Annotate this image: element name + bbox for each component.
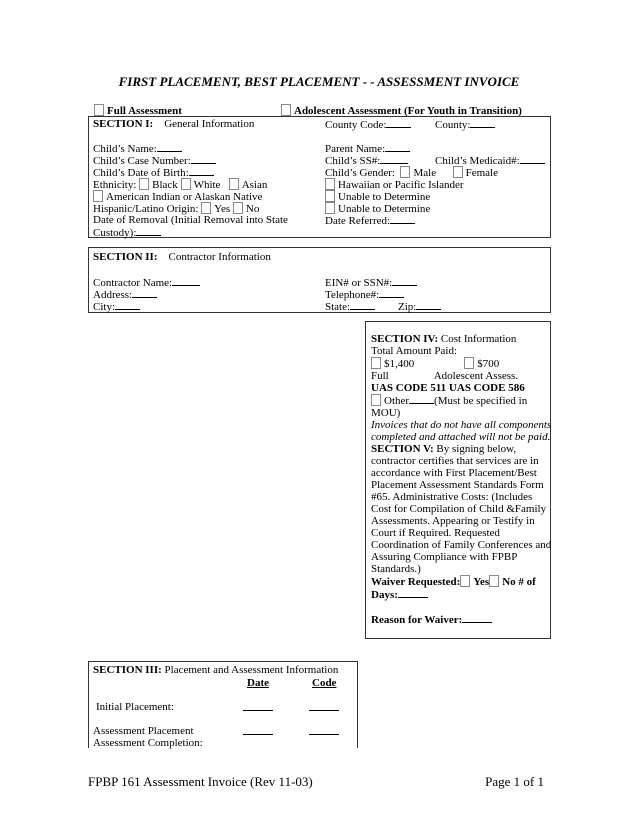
waiver-no-label: No # of <box>502 576 536 588</box>
dob-blank[interactable] <box>189 166 214 176</box>
date-referred-blank[interactable] <box>390 214 415 224</box>
contractor-name-label: Contractor Name: <box>93 277 173 289</box>
county-code-blank[interactable] <box>386 118 411 128</box>
american-indian-label: American Indian or Alaskan Native <box>106 191 263 203</box>
section-4-header <box>371 333 549 345</box>
hispanic-no-label: No <box>245 203 260 215</box>
male-checkbox[interactable] <box>400 166 410 178</box>
amount-700-checkbox[interactable] <box>464 357 474 369</box>
date-referred-label: Date Referred: <box>325 215 391 227</box>
assessment-placement-label: Assessment Placement <box>93 725 194 737</box>
spacer <box>371 601 549 613</box>
city-label: City: <box>93 301 116 313</box>
waiver-row <box>371 575 549 588</box>
case-number-label: Child’s Case Number: <box>93 155 191 167</box>
waiver-reason-label: Reason for Waiver: <box>371 614 463 626</box>
unable-determine-ethnicity-label: Unable to Determine <box>338 191 431 203</box>
section-5-line-5: Cost for Compilation of Child &Family <box>371 503 547 515</box>
assessment-completion-label: Assessment Completion: <box>93 737 203 749</box>
section-5-line-7: Court if Required. Requested <box>371 527 500 539</box>
white-label: White <box>193 179 221 191</box>
waiver-reason-blank[interactable] <box>462 613 492 623</box>
ein-blank[interactable] <box>392 276 417 286</box>
telephone-blank[interactable] <box>379 288 404 298</box>
footer-page-number: Page 1 of 1 <box>485 774 544 789</box>
zip-field[interactable] <box>398 300 441 313</box>
section-2-heading: SECTION II: <box>93 251 158 263</box>
county-blank[interactable] <box>470 118 495 128</box>
section-5-line-10: Standards.) <box>371 563 421 575</box>
initial-placement-label: Initial Placement: <box>96 701 174 713</box>
section-5-heading: SECTION V: <box>371 443 434 455</box>
full-label: Full <box>371 370 389 382</box>
section-5-line-4: #65. Administrative Costs: (Includes <box>371 491 533 503</box>
telephone-label: Telephone#: <box>325 289 380 301</box>
section-3-header <box>93 664 338 676</box>
waiver-label: Waiver Requested: <box>371 576 461 588</box>
invoice-note-line1: Invoices that do not have all components <box>371 419 552 431</box>
amount-1400-checkbox[interactable] <box>371 357 381 369</box>
county-code-label: County Code: <box>325 119 387 131</box>
male-label: Male <box>413 167 437 179</box>
other-note: (Must be specified in <box>434 395 528 407</box>
waiver-reason-field[interactable] <box>371 613 549 626</box>
section-5-line-0: By signing below, <box>436 443 517 455</box>
page-title: FIRST PLACEMENT, BEST PLACEMENT - - ASSESSMENT INVOICE <box>118 74 520 89</box>
section-5-line-6: Assessments. Appearing or Testify in <box>371 515 535 527</box>
adolescent-label: Adolescent Assess. <box>433 370 519 382</box>
ss-blank[interactable] <box>380 154 408 164</box>
code-column-header: Code <box>312 677 337 689</box>
section-5-header <box>371 443 549 455</box>
removal-date-label-line2: Custody): <box>93 227 137 239</box>
unable-determine-ethnicity-checkbox[interactable] <box>325 190 335 202</box>
parent-name-blank[interactable] <box>385 142 410 152</box>
county-label: County: <box>435 119 471 131</box>
adolescent-assessment-label: Adolescent Assessment (For Youth in Transition) <box>294 105 522 117</box>
section-4-content <box>371 333 552 626</box>
full-assessment-label: Full Assessment <box>107 105 182 117</box>
other-blank[interactable] <box>409 394 434 404</box>
zip-label: Zip: <box>398 301 417 313</box>
section-2-subheading: Contractor Information <box>168 251 271 263</box>
adolescent-assessment-checkbox[interactable] <box>281 104 291 116</box>
waiver-no-checkbox[interactable] <box>489 575 499 587</box>
date-referred-field[interactable] <box>325 214 415 227</box>
white-checkbox[interactable] <box>181 178 191 190</box>
medicaid-blank[interactable] <box>520 154 545 164</box>
date-column-header: Date <box>247 677 269 689</box>
section-2-header <box>93 251 271 263</box>
hawaiian-label: Hawaiian or Pacific Islander <box>338 179 464 191</box>
mou-label: MOU) <box>371 407 401 419</box>
amount-1400-label: $1,400 <box>384 358 415 370</box>
amount-700-label: $700 <box>477 358 500 370</box>
other-label: Other <box>384 395 410 407</box>
asian-checkbox[interactable] <box>229 178 239 190</box>
section-5-line-2: accordance with First Placement/Best <box>371 467 537 479</box>
gender-label: Child’s Gender: <box>325 167 395 179</box>
county-field[interactable] <box>435 118 495 131</box>
dob-label: Child’s Date of Birth: <box>93 167 189 179</box>
section-4-heading: SECTION IV: <box>371 333 439 345</box>
section-4-subheading: Cost Information <box>440 333 517 345</box>
waiver-days-field[interactable] <box>371 588 549 601</box>
hispanic-yes-label: Yes <box>214 203 231 215</box>
asian-label: Asian <box>241 179 268 191</box>
total-amount-label: Total Amount Paid: <box>371 345 458 357</box>
section-5-line-3: Placement Assessment Standards Form <box>371 479 544 491</box>
section-1-subheading: General Information <box>164 118 255 130</box>
unable-determine-hispanic-checkbox[interactable] <box>325 202 335 214</box>
black-checkbox[interactable] <box>139 178 149 190</box>
amount-type-row <box>371 370 549 382</box>
assessment-placement-date-blank[interactable] <box>243 725 273 735</box>
section-5-line-1: contractor certifies that services are in <box>371 455 539 467</box>
state-field[interactable] <box>325 300 375 313</box>
section-1-header <box>93 118 254 130</box>
waiver-days-label: Days: <box>371 589 398 601</box>
section-5-line-8: Coordination of Family Conferences and <box>371 539 552 551</box>
section-1-heading: SECTION I: <box>93 118 154 130</box>
full-assessment-checkbox[interactable] <box>94 104 104 116</box>
section-5-line-9: Assuring Compliance with FPBP <box>371 551 518 563</box>
city-blank[interactable] <box>115 300 140 310</box>
uas-codes: UAS CODE 511 UAS CODE 586 <box>371 382 525 394</box>
hispanic-label: Hispanic/Latino Origin: <box>93 203 199 215</box>
other-checkbox[interactable] <box>371 394 381 406</box>
removal-date-blank[interactable] <box>136 226 161 236</box>
county-code-field[interactable] <box>325 118 411 131</box>
hispanic-no-checkbox[interactable] <box>233 202 243 214</box>
removal-date-label-line1: Date of Removal (Initial Removal into State <box>93 214 288 226</box>
removal-date-field[interactable] <box>93 226 161 239</box>
city-field[interactable] <box>93 300 140 313</box>
contractor-name-blank[interactable] <box>172 276 200 286</box>
female-label: Female <box>465 167 498 179</box>
black-label: Black <box>152 179 178 191</box>
waiver-days-blank[interactable] <box>398 588 428 598</box>
assessment-placement-code-blank[interactable] <box>309 725 339 735</box>
initial-placement-code-blank[interactable] <box>309 701 339 711</box>
ethnicity-label: Ethnicity: <box>93 179 137 191</box>
section-3-heading: SECTION III: <box>93 664 162 676</box>
case-number-blank[interactable] <box>191 154 216 164</box>
ss-label: Child’s SS#: <box>325 155 381 167</box>
waiver-yes-checkbox[interactable] <box>460 575 470 587</box>
hawaiian-checkbox[interactable] <box>325 178 335 190</box>
address-label: Address: <box>93 289 133 301</box>
hispanic-yes-checkbox[interactable] <box>201 202 211 214</box>
parent-name-label: Parent Name: <box>325 143 386 155</box>
state-blank[interactable] <box>350 300 375 310</box>
state-label: State: <box>325 301 351 313</box>
unable-determine-hispanic-label: Unable to Determine <box>338 203 431 215</box>
address-blank[interactable] <box>132 288 157 298</box>
child-name-label: Child’s Name: <box>93 143 157 155</box>
other-amount-field[interactable] <box>371 394 549 407</box>
female-checkbox[interactable] <box>453 166 463 178</box>
amount-options <box>371 357 549 370</box>
initial-placement-date-blank[interactable] <box>243 701 273 711</box>
section-3-subheading: Placement and Assessment Information <box>164 664 339 676</box>
waiver-yes-label: Yes <box>473 576 490 588</box>
zip-blank[interactable] <box>416 300 441 310</box>
invoice-note-line2: completed and attached will not be paid. <box>371 431 551 443</box>
child-name-blank[interactable] <box>157 142 182 152</box>
footer-form-id: FPBP 161 Assessment Invoice (Rev 11-03) <box>88 774 313 789</box>
medicaid-label: Child’s Medicaid#: <box>435 155 520 167</box>
ein-label: EIN# or SSN#: <box>325 277 393 289</box>
american-indian-checkbox[interactable] <box>93 190 103 202</box>
